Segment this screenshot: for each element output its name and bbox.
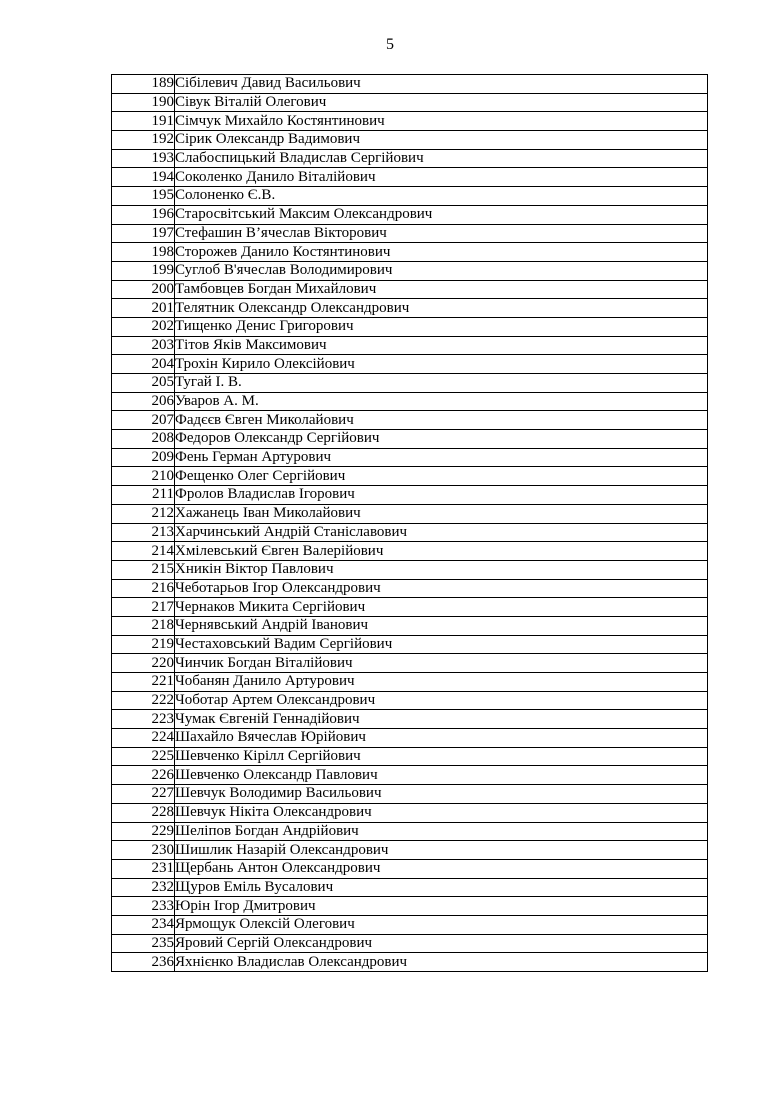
row-number: 202 (112, 317, 175, 336)
row-name: Стефашин В’ячеслав Вікторович (175, 224, 708, 243)
row-name: Чеботарьов Ігор Олександрович (175, 579, 708, 598)
row-number: 235 (112, 934, 175, 953)
table-row (112, 654, 708, 673)
row-name: Тугай І. В. (175, 374, 708, 393)
row-name: Тищенко Денис Григорович (175, 317, 708, 336)
row-name: Фещенко Олег Сергійович (175, 467, 708, 486)
table-row (112, 75, 708, 94)
row-number: 223 (112, 710, 175, 729)
row-number: 231 (112, 859, 175, 878)
row-name: Яровий Сергій Олександрович (175, 934, 708, 953)
row-name: Чернаков Микита Сергійович (175, 598, 708, 617)
row-number: 236 (112, 953, 175, 972)
table-row (112, 859, 708, 878)
row-name: Тамбовцев Богдан Михайлович (175, 280, 708, 299)
row-name: Сірик Олександр Вадимович (175, 131, 708, 150)
row-number: 189 (112, 75, 175, 94)
table-row (112, 822, 708, 841)
row-name: Тітов Яків Максимович (175, 336, 708, 355)
table-row (112, 729, 708, 748)
row-name: Шевчук Володимир Васильович (175, 785, 708, 804)
row-name: Честаховський Вадим Сергійович (175, 635, 708, 654)
row-number: 209 (112, 448, 175, 467)
row-number: 221 (112, 673, 175, 692)
row-number: 201 (112, 299, 175, 318)
table-row (112, 168, 708, 187)
table-row (112, 841, 708, 860)
row-number: 228 (112, 803, 175, 822)
row-number: 219 (112, 635, 175, 654)
row-number: 232 (112, 878, 175, 897)
table-row (112, 317, 708, 336)
row-name: Шишлик Назарій Олександрович (175, 841, 708, 860)
table-row (112, 691, 708, 710)
table-row (112, 355, 708, 374)
row-name: Федоров Олександр Сергійович (175, 430, 708, 449)
row-name: Хмілевський Євген Валерійович (175, 542, 708, 561)
row-number: 206 (112, 392, 175, 411)
row-number: 225 (112, 747, 175, 766)
row-name: Фролов Владислав Ігорович (175, 486, 708, 505)
row-name: Чумак Євгеній Геннадійович (175, 710, 708, 729)
row-number: 213 (112, 523, 175, 542)
table-row (112, 205, 708, 224)
row-name: Шевченко Кірілл Сергійович (175, 747, 708, 766)
table-row (112, 280, 708, 299)
row-name: Солоненко Є.В. (175, 187, 708, 206)
row-number: 203 (112, 336, 175, 355)
table-row (112, 411, 708, 430)
table-row (112, 616, 708, 635)
row-number: 192 (112, 131, 175, 150)
row-number: 233 (112, 897, 175, 916)
row-number: 218 (112, 616, 175, 635)
table-row (112, 803, 708, 822)
row-number: 207 (112, 411, 175, 430)
roster-table (111, 74, 708, 972)
row-number: 196 (112, 205, 175, 224)
table-row (112, 915, 708, 934)
row-name: Соколенко Данило Віталійович (175, 168, 708, 187)
table-row (112, 542, 708, 561)
table-row (112, 486, 708, 505)
row-name: Юрін Ігор Дмитрович (175, 897, 708, 916)
row-name: Щербань Антон Олександрович (175, 859, 708, 878)
table-row (112, 149, 708, 168)
table-row (112, 430, 708, 449)
table-row (112, 243, 708, 262)
table-row (112, 336, 708, 355)
row-number: 197 (112, 224, 175, 243)
table-row (112, 747, 708, 766)
row-name: Чоботар Артем Олександрович (175, 691, 708, 710)
row-number: 227 (112, 785, 175, 804)
table-row (112, 467, 708, 486)
table-row (112, 785, 708, 804)
row-number: 234 (112, 915, 175, 934)
row-name: Суглоб В'ячеслав Володимирович (175, 261, 708, 280)
row-number: 190 (112, 93, 175, 112)
table-row (112, 131, 708, 150)
table-row (112, 392, 708, 411)
row-name: Телятник Олександр Олександрович (175, 299, 708, 318)
row-number: 191 (112, 112, 175, 131)
table-row (112, 187, 708, 206)
row-number: 217 (112, 598, 175, 617)
table-row (112, 766, 708, 785)
row-name: Уваров А. М. (175, 392, 708, 411)
table-row (112, 261, 708, 280)
table-row (112, 897, 708, 916)
row-number: 194 (112, 168, 175, 187)
row-name: Сівук Віталій Олегович (175, 93, 708, 112)
table-row (112, 523, 708, 542)
table-row (112, 448, 708, 467)
row-number: 212 (112, 504, 175, 523)
row-name: Трохін Кирило Олексійович (175, 355, 708, 374)
table-row (112, 504, 708, 523)
row-number: 220 (112, 654, 175, 673)
table-row (112, 224, 708, 243)
row-name: Хажанець Іван Миколайович (175, 504, 708, 523)
row-name: Шевчук Нікіта Олександрович (175, 803, 708, 822)
row-name: Харчинський Андрій Станіславович (175, 523, 708, 542)
row-number: 199 (112, 261, 175, 280)
row-number: 222 (112, 691, 175, 710)
row-name: Хникін Віктор Павлович (175, 560, 708, 579)
row-number: 193 (112, 149, 175, 168)
row-number: 195 (112, 187, 175, 206)
table-row (112, 93, 708, 112)
row-number: 216 (112, 579, 175, 598)
row-number: 229 (112, 822, 175, 841)
table-row (112, 299, 708, 318)
table-row (112, 878, 708, 897)
row-name: Яхнієнко Владислав Олександрович (175, 953, 708, 972)
row-number: 211 (112, 486, 175, 505)
row-name: Сторожев Данило Костянтинович (175, 243, 708, 262)
row-name: Шеліпов Богдан Андрійович (175, 822, 708, 841)
row-name: Сімчук Михайло Костянтинович (175, 112, 708, 131)
page-number: 5 (386, 36, 394, 53)
row-name: Ярмощук Олексій Олегович (175, 915, 708, 934)
table-row (112, 635, 708, 654)
row-name: Фадєєв Євген Миколайович (175, 411, 708, 430)
row-name: Чобанян Данило Артурович (175, 673, 708, 692)
row-number: 230 (112, 841, 175, 860)
row-name: Фень Герман Артурович (175, 448, 708, 467)
table-row (112, 112, 708, 131)
row-number: 224 (112, 729, 175, 748)
row-name: Щуров Еміль Вусалович (175, 878, 708, 897)
table-row (112, 710, 708, 729)
row-number: 205 (112, 374, 175, 393)
row-number: 210 (112, 467, 175, 486)
row-name: Шевченко Олександр Павлович (175, 766, 708, 785)
roster-body (112, 75, 708, 972)
row-name: Шахайло Вячеслав Юрійович (175, 729, 708, 748)
row-name: Старосвітський Максим Олександрович (175, 205, 708, 224)
row-name: Слабоспицький Владислав Сергійович (175, 149, 708, 168)
table-row (112, 579, 708, 598)
row-number: 200 (112, 280, 175, 299)
row-name: Чернявський Андрій Іванович (175, 616, 708, 635)
table-row (112, 598, 708, 617)
row-number: 208 (112, 430, 175, 449)
table-row (112, 953, 708, 972)
row-name: Сібілевич Давид Васильович (175, 75, 708, 94)
row-number: 204 (112, 355, 175, 374)
table-row (112, 374, 708, 393)
table-row (112, 934, 708, 953)
row-number: 226 (112, 766, 175, 785)
row-name: Чинчик Богдан Віталійович (175, 654, 708, 673)
row-number: 214 (112, 542, 175, 561)
table-row (112, 673, 708, 692)
row-number: 215 (112, 560, 175, 579)
table-row (112, 560, 708, 579)
row-number: 198 (112, 243, 175, 262)
